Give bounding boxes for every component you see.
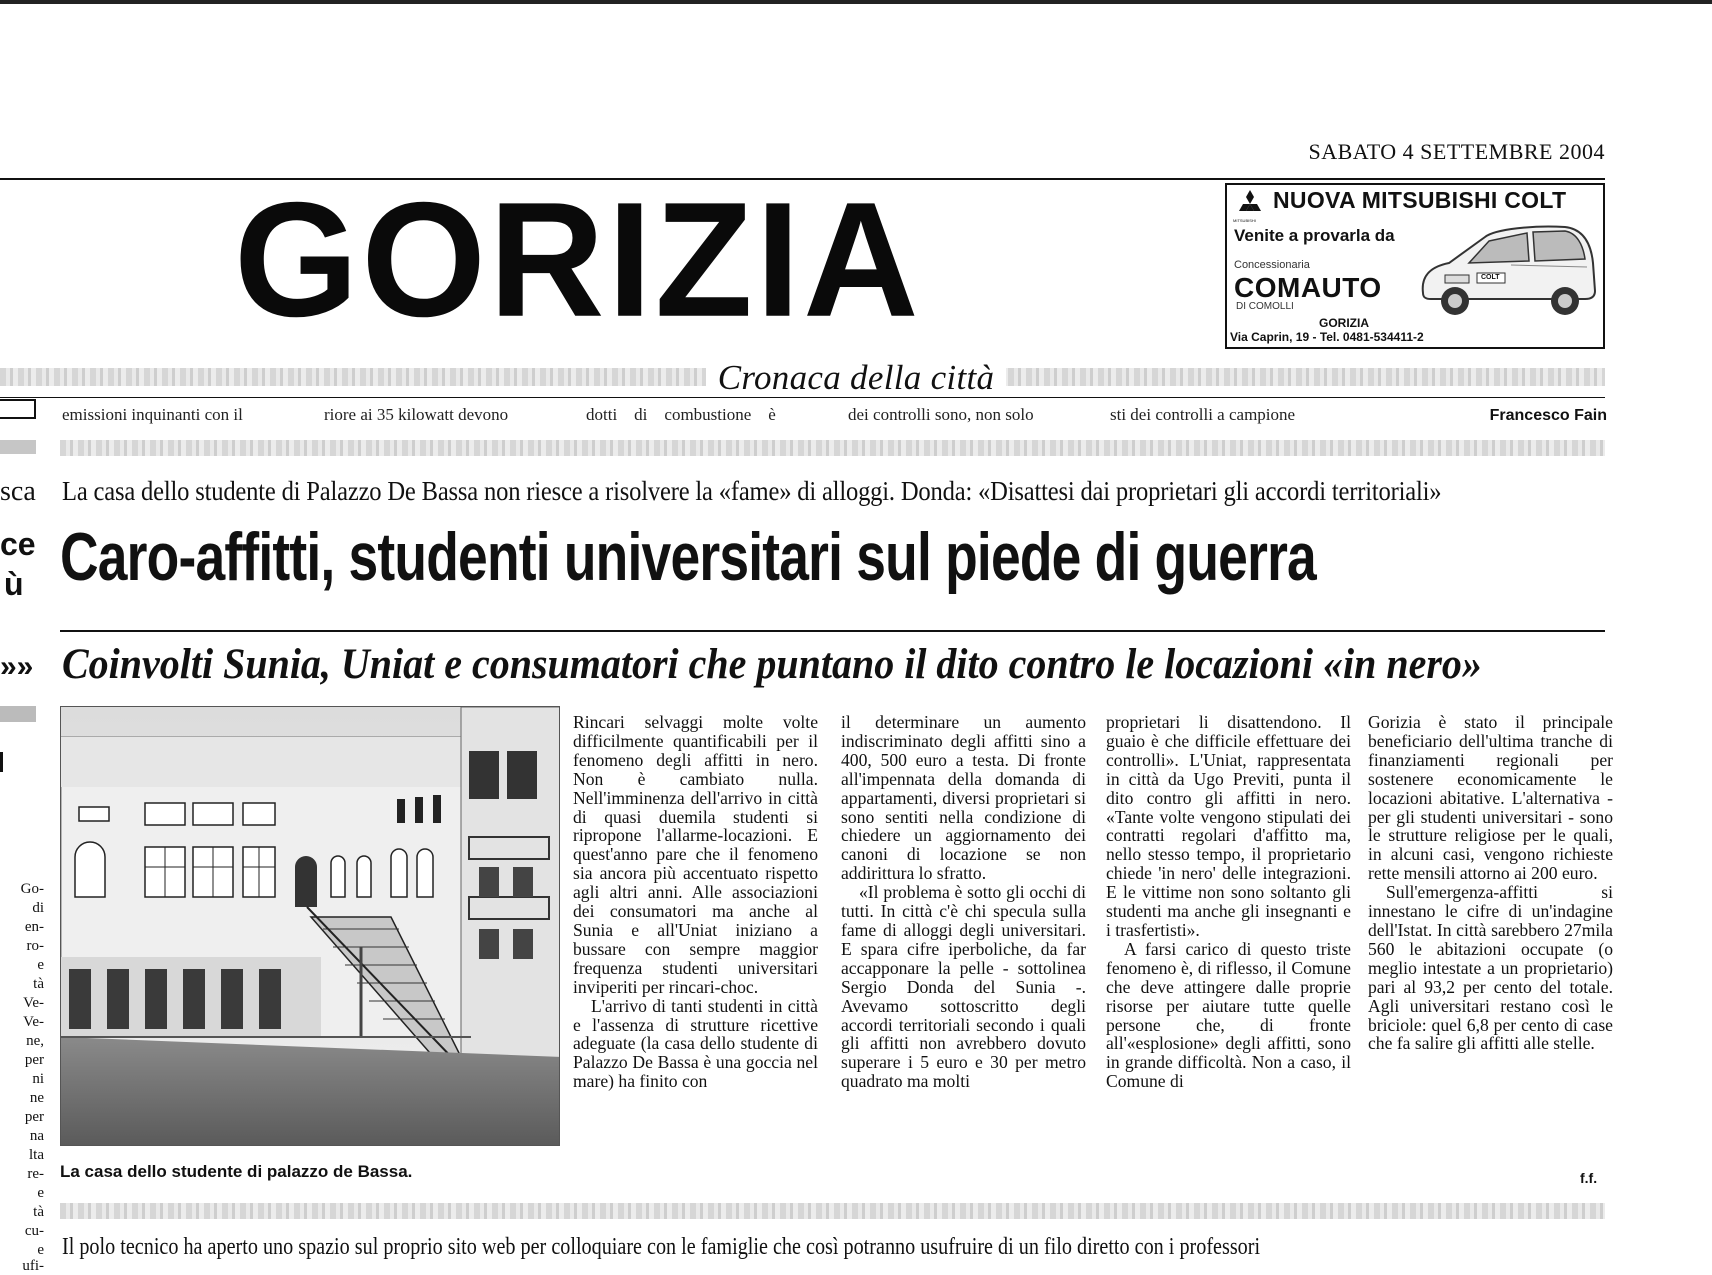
footer-separator-band: [60, 1203, 1605, 1219]
left-fragment-band: [0, 440, 36, 454]
left-fragment-box: [0, 399, 36, 419]
left-fragment-word: Ve-: [23, 995, 44, 1011]
article-paragraph: il determinare un aumento indiscriminato degli affitti sino a 400, 500 euro a testa. Di fronte all'impennata della domanda di appartamenti, diversi proprietari si sono sentiti nella condizione di chiedere un aggiornamento dei canoni di locazione se non addirittura lo sfratto.: [841, 712, 1086, 884]
left-fragment-word: re-: [27, 1166, 44, 1182]
left-fragment-word: ne,: [26, 1033, 44, 1049]
mitsubishi-logo-icon: [1235, 189, 1265, 219]
article-paragraph: A farsi carico di questo triste fenomeno è, di riflesso, il Comune che deve attingere dalle proprie risorse per aiutare tutte quelle persone che, di fronte all'«esplosione» degli affitti, sono in grande difficoltà. Non a caso, il Comune di: [1106, 938, 1351, 1092]
left-fragment-rule: [0, 752, 3, 772]
left-fragment-word: tà: [33, 1204, 44, 1220]
article-subhead: Coinvolti Sunia, Uniat e consumatori che puntano il dito contro le locazioni «in nero»: [62, 641, 1482, 688]
left-fragment-word: per: [24, 1109, 44, 1125]
article-photo: [60, 706, 560, 1146]
left-fragment-big: sca: [0, 476, 36, 507]
ad-title: NUOVA MITSUBISHI COLT: [1273, 187, 1567, 213]
left-fragment-word: e: [37, 1185, 44, 1201]
left-fragment-word: ufi-: [22, 1258, 44, 1274]
article-kicker: La casa dello studente di Palazzo De Bassa non riesce a risolvere la «fame» di alloggi. Donda: «Disattesi dai proprietari gli accordi territoriali»: [62, 476, 1442, 506]
article-paragraph: L'arrivo di tanti studenti in città e l'assenza di strutture ricettive adeguate (la casa dello studente di Palazzo De Bassa è una goccia nel mare) ha finito con: [573, 995, 818, 1092]
left-fragment-word: na: [29, 1128, 44, 1144]
article-paragraph: «Il problema è sotto gli occhi di tutti. In città c'è chi specula sulla fame di alloggi degli universitari. E spara cifre iperboliche, da far accapponare la pelle - sottolinea Sergio Donda del Sunia -. Avevamo sottoscritto degli accordi territoriali secondo i quali gli affitti non avrebbero dovuto superare i 5 euro e 30 per metro quadrato ma molti: [841, 882, 1086, 1092]
ad-brand-small: MITSUBISHI: [1233, 218, 1256, 223]
article-column-4: [1368, 713, 1613, 1053]
mitsubishi-ad[interactable]: [1225, 183, 1605, 349]
article-signoff: f.f.: [1580, 1170, 1598, 1186]
left-fragment-big: ù: [4, 566, 24, 602]
ad-dealer-label: Concessionaria: [1234, 259, 1310, 271]
headline-rule: [60, 630, 1605, 632]
masthead-title: GORIZIA: [234, 167, 922, 351]
left-fragment-word: di: [32, 900, 44, 916]
previous-article-byline: Francesco Fain: [1489, 407, 1607, 424]
left-fragment-big: »»: [0, 650, 34, 683]
ad-car-plate: COLT: [1481, 274, 1500, 281]
previous-article-fragment: emissioni inquinanti con il: [62, 405, 243, 424]
left-fragment-word: ni: [32, 1071, 44, 1087]
page-top-edge: [0, 0, 1712, 4]
left-fragment-big: ce: [0, 526, 36, 562]
article-paragraph: Sull'emergenza-affitti si innestano le cifre di un'indagine dell'Istat. In città sarebbero 27mila 560 le abitazioni occupate (o meglio intestate a un proprietario) pari al 93,2 per cento del totale. Agli universitari restano così le briciole: quel 6,8 per cento di case che fa salire gli affitti alle stelle.: [1368, 882, 1613, 1054]
ad-tagline: Venite a provarla da: [1234, 226, 1395, 245]
left-fragment-word: Go-: [20, 881, 44, 897]
article-column-2: [841, 713, 1086, 1091]
ad-city: GORIZIA: [1319, 316, 1369, 330]
article-paragraph: Gorizia è stato il principale beneficiario dell'ultima tranche di finanziamenti regionali per sostenere economicamente le locazioni abitative. L'alternativa - per gli studenti universitari - sono le strutture religiose per le quali, in alcuni casi, vengono richieste rette mensili attorno ai 200 euro.: [1368, 712, 1613, 884]
left-fragment-word: cu-: [24, 1223, 44, 1239]
left-fragment-word: tà: [33, 976, 44, 992]
left-fragment-word: lta: [29, 1147, 44, 1163]
ad-dealer-name: COMAUTO: [1234, 272, 1382, 303]
left-fragment-word: e: [37, 1242, 44, 1258]
ad-address: Via Caprin, 19 - Tel. 0481-534411-2: [1230, 330, 1424, 344]
article-paragraph: proprietari li disattendono. Il guaio è che difficile effettuare dei controlli». L'Uniat, rappresentata in città da Ugo Previti, punta il dito contro gli affitti in nero. «Tante volte vengono stipulati dei contratti regolari d'affitto ma, nello stesso tempo, il proprietario chiede 'in nero' delle integrazioni. E le vittime non sono soltanto gli studenti ma anche gli insegnanti e i trasfertisti».: [1106, 712, 1351, 940]
ad-dealer-sub: DI COMOLLI: [1236, 301, 1294, 312]
issue-date: SABATO 4 SETTEMBRE 2004: [1308, 139, 1605, 164]
left-fragment-word: ro-: [26, 938, 44, 954]
left-fragment-word: per: [24, 1052, 44, 1068]
section-title: [0, 358, 1712, 398]
article-separator-band: [60, 440, 1605, 456]
previous-article-fragment: sti dei controlli a campione: [1110, 405, 1296, 424]
left-fragment-word: ne: [29, 1090, 44, 1106]
previous-article-fragment: dei controlli sono, non solo: [848, 405, 1034, 424]
building-photo: [61, 707, 560, 1146]
left-fragment-word: e: [37, 957, 44, 973]
car-image: [1415, 215, 1601, 321]
left-edge-fragments: [0, 0, 44, 1275]
article-column-1: [573, 713, 818, 1091]
section-title-text: Cronaca della città: [706, 358, 1007, 397]
article-paragraph: Rincari selvaggi molte volte difficilmente quantificabili per il fenomeno degli affitti in nero. Non è cambiato nulla. Nell'imminenza dell'arrivo in città di quasi duemila studenti si ripropone l'allarme-locazioni. E quest'anno pare che il fenomeno sia ancora più accentuato rispetto agli altri anni. Alle associazioni dei consumatori ma anche al Sunia e all'Uniat iniziano a bussare con sempre maggior frequenza studenti universitari inviperiti per rincari-choc.: [573, 712, 818, 997]
article-column-3: [1106, 713, 1351, 1091]
previous-article-fragment: riore ai 35 kilowatt devono: [324, 405, 509, 424]
left-fragment-band: [0, 706, 36, 722]
left-fragment-word: en-: [24, 919, 44, 935]
photo-caption: La casa dello studente di palazzo de Bassa.: [60, 1162, 413, 1181]
section-title-rule: [0, 397, 1605, 398]
previous-article-fragment: dotti di combustione è: [586, 405, 776, 424]
article-headline: Caro-affitti, studenti universitari sul piede di guerra: [60, 519, 1316, 595]
next-article-headline: Il polo tecnico ha aperto uno spazio sul proprio sito web per colloquiare con le famiglie che così potranno usufruire di un filo diretto con i professori: [62, 1234, 1261, 1260]
left-fragment-word: Ve-: [23, 1014, 44, 1030]
